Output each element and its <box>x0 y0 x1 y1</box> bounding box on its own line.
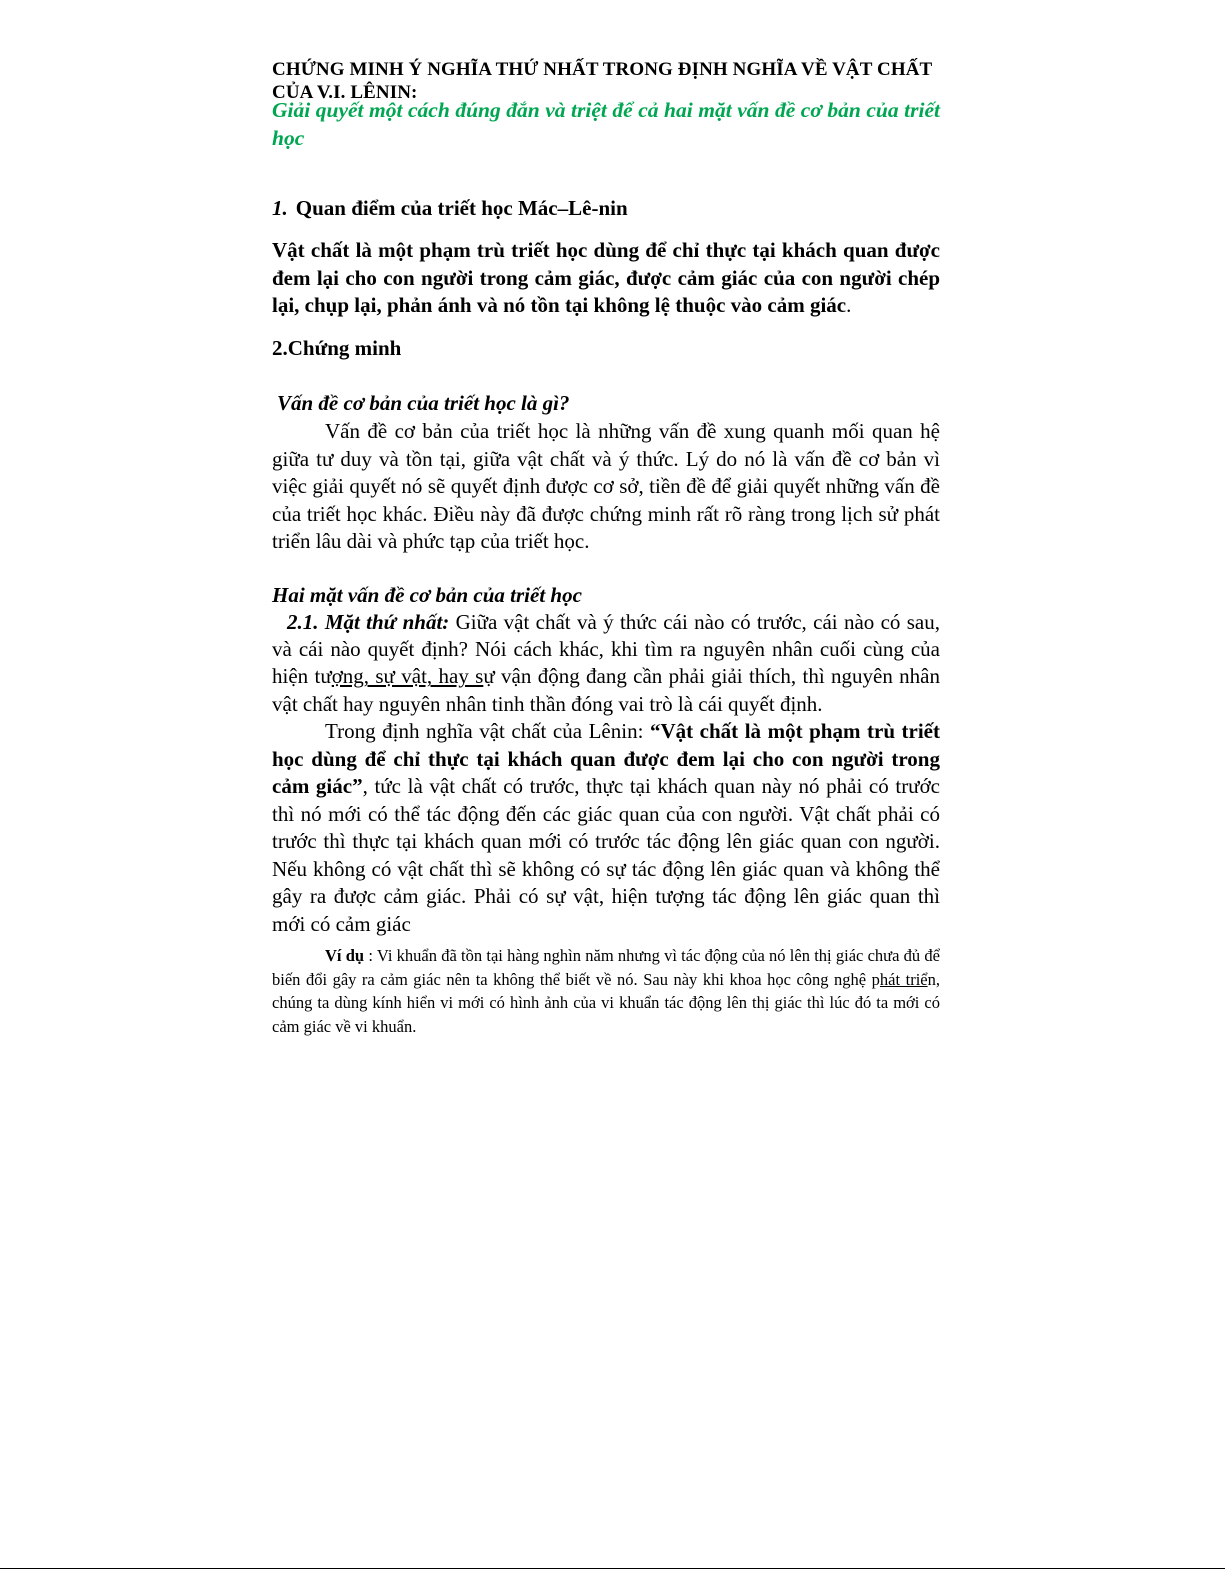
example-label: Ví dụ <box>325 946 365 965</box>
first-aspect-paragraph <box>272 609 940 718</box>
basic-question-paragraph: Vấn đề cơ bản của triết học là những vấn đề xung quanh mối quan hệ giữa tư duy và tồn tại, giữa vật chất và ý thức. Lý do nó là vấn đề cơ bản vì việc giải quyết nó sẽ quyết định được cơ sở, tiền đề để giải quyết những vấn đề của triết học khác. Điều này đã được chứng minh rất rõ ràng trong lịch sử phát triển lâu dài và phức tạp của triết học. <box>272 419 940 553</box>
section-1-number: 1. <box>272 196 288 220</box>
lenin-explanation: , tức là vật chất có trước, thực tại khách quan này nó phải có trước thì nó mới có thể tác động đến các giác quan của con người. Vật chất phải có trước thì thực tại khách quan mới có trước tác động lên giác quan con người. Nếu không có vật chất thì sẽ không có sự tác động lên giác quan và không thể gây ra được cảm giác. Phải có sự vật, hiện tượng tác động lên giác quan thì mới có cảm giác <box>272 774 940 936</box>
first-aspect-label: 2.1. Mặt thứ nhất: <box>287 610 450 634</box>
example-text-a: : Vi khuẩn đã tồn tại hàng nghìn năm nhưng vì tác động của nó lên thị giác chưa đủ để biến đổi gây ra cảm giác nên ta không thể biết về nó. Sau này khi khoa học công nghệ p <box>272 946 940 989</box>
lenin-quote: “Vật chất là một phạm trù triết học dùng để chỉ thực tại khách quan được đem lại cho con người trong cảm giác” <box>272 719 941 798</box>
page-subtitle: Giải quyết một cách đúng đắn và triệt để cả hai mặt vấn đề cơ bản của triết học <box>272 98 940 150</box>
page-bottom-rule <box>0 1568 1225 1569</box>
lenin-definition-paragraph <box>272 718 940 938</box>
two-aspects-heading: Hai mặt vấn đề cơ bản của triết học <box>272 583 582 607</box>
definition-period: . <box>846 293 852 317</box>
section-2-heading: 2.Chứng minh <box>272 336 402 360</box>
basic-question-heading: Vấn đề cơ bản của triết học là gì? <box>277 391 570 415</box>
lenin-intro: Trong định nghĩa vật chất của Lênin: <box>325 719 650 743</box>
first-aspect-text-a: Giữa vật chất và ý thức cái nào có trước, cái nào có sau, và cái nào quyết định? Nói cách khác, khi tìm ra nguyên nhân cuối cùng của hiện tư <box>272 610 940 689</box>
page-title: CHỨNG MINH Ý NGHĨA THỨ NHẤT TRONG ĐỊNH NGHĨA VỀ VẬT CHẤT CỦA V.I. LÊNIN: <box>272 59 932 103</box>
first-aspect-underlined: ợng, sự vật, hay s <box>331 664 484 689</box>
example-text-b: n, chúng ta dùng kính hiển vi mới có hình ảnh của vi khuẩn tác động lên thị giác thì lúc đó ta mới có cảm giác về vi khuẩn. <box>272 969 940 1036</box>
example-paragraph <box>272 944 940 1038</box>
first-aspect-text-b: ự vận động đang cần phải giải thích, thì nguyên nhân vật chất hay nguyên nhân tinh thần đóng vai trò là cái quyết định. <box>272 664 940 716</box>
definition-text: Vật chất là một phạm trù triết học dùng để chỉ thực tại khách quan được đem lại cho con người trong cảm giác, được cảm giác của con người chép lại, chụp lại, phản ánh và nó tồn tại không lệ thuộc vào cảm giác <box>272 238 940 317</box>
section-1-title: Quan điểm của triết học Mác–Lê-nin <box>295 196 628 220</box>
section-1-heading <box>272 195 940 222</box>
example-underlined: hát triể <box>879 969 928 989</box>
matter-definition <box>272 237 940 320</box>
